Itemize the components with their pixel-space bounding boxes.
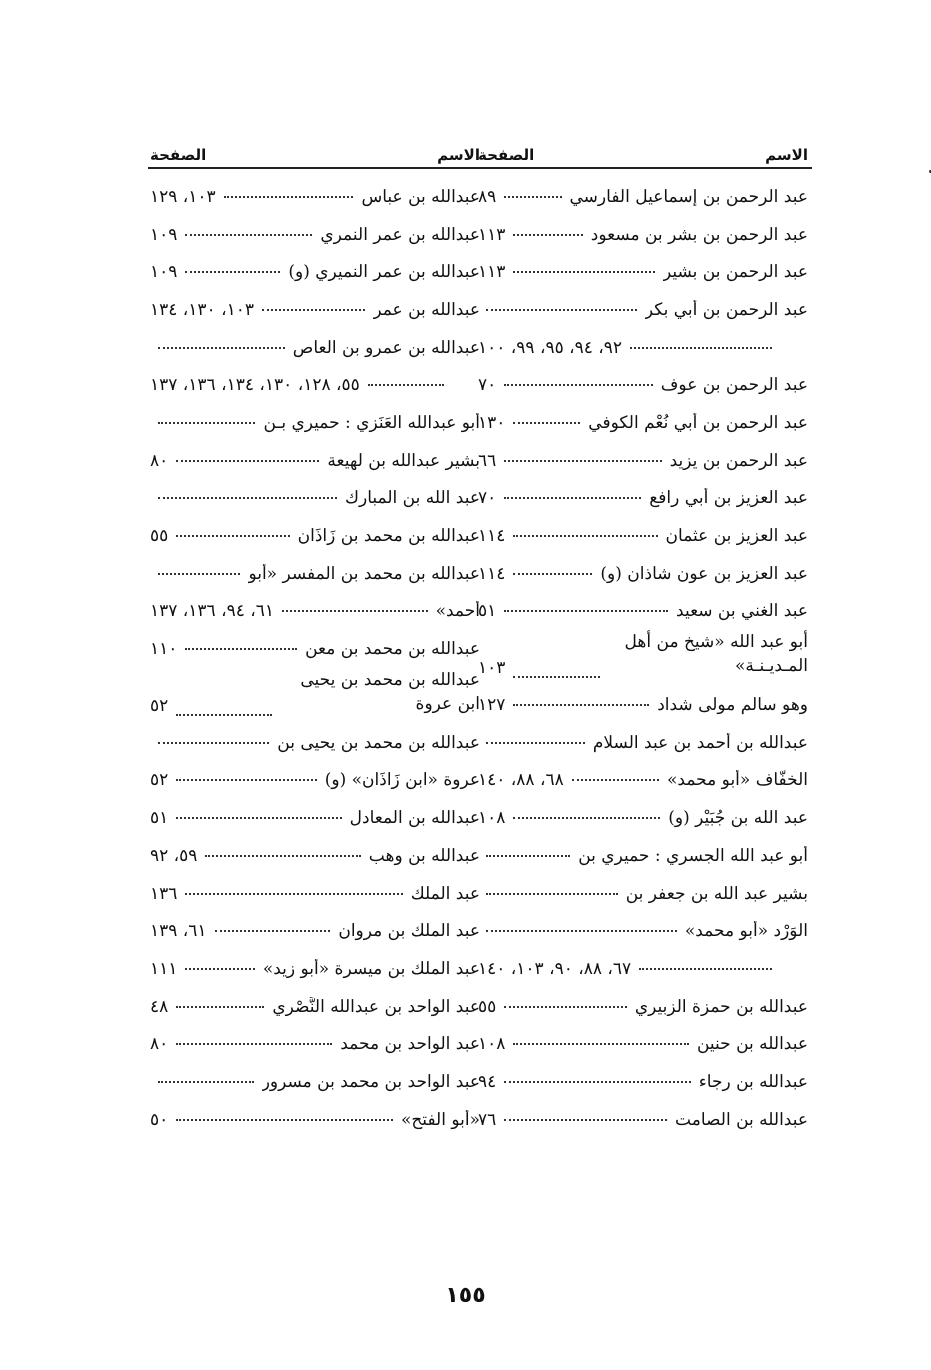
index-entry [150,1101,480,1139]
index-entry [150,875,480,913]
entry-name: عبدالله بن وهب [368,845,480,866]
entry-pages: ٩٤ [478,1071,497,1092]
entry-pages: ١٠٩ [150,224,178,245]
entry-pages: ٥٢ [150,770,169,791]
dot-leader [504,196,561,198]
dot-leader [513,234,582,236]
page-header: الصفحة [150,146,207,164]
index-entry [150,1025,480,1063]
entry-name: عبد الواحد بن محمد بن مسرور [261,1071,480,1092]
entry-pages: ٥٥ [150,526,169,547]
right-index-entries [478,178,808,1139]
index-entry [150,291,480,329]
index-entry [478,404,808,442]
index-entry [150,480,480,518]
entry-pages: ٧٦ [478,1109,497,1130]
entry-pages: ٩٢، ٩٤، ٩٥، ٩٩، ١٠٠ [478,337,623,358]
dot-leader [176,817,341,819]
dot-leader [158,347,285,349]
entry-name: عبد العزيز بن عثمان [665,526,808,547]
dot-leader [176,779,317,781]
entry-name: عبدالله بن الصامت [675,1109,808,1130]
entry-name: عبدالله بن حنين [696,1034,808,1055]
entry-pages: ٥٩، ٩٢ [150,845,198,866]
entry-pages: ٥١ [478,601,497,622]
entry-name: عبدالله بن محمد بن يحيى بن [277,732,480,753]
entry-name: عبدالله بن محمد بن معن [305,639,480,660]
entry-pages: ١١١ [150,958,178,979]
entry-name: بشير عبد الله بن جعفر بن [625,883,808,904]
index-entry [150,724,480,762]
entry-pages: ١٠٨ [478,808,506,829]
entry-name: عبدالله بن المعادل [349,808,480,829]
index-entry [150,762,480,800]
entry-name: عبد الله بن جُبَيْر (و) [668,808,808,829]
index-entry [478,724,808,762]
page-number: ١٥٥ [445,1283,486,1308]
dot-leader [205,855,360,857]
dot-leader [513,573,592,575]
index-entry [150,1063,480,1101]
dot-leader [224,196,354,198]
dot-leader [215,930,331,932]
entry-name: عبدالله بن عمر النمري [320,224,480,245]
index-entry [478,988,808,1026]
entry-pages: ١٢٧ [478,695,506,716]
index-entry [150,837,480,875]
entry-name: عبدالله بن عباس [361,186,480,207]
entry-name: عبد الواحد بن عبدالله النَّصْري [272,996,480,1017]
entry-pages: ١٠٣، ١٢٩ [150,186,216,207]
index-entry [150,366,480,404]
index-entry [478,762,808,800]
index-entry [478,216,808,254]
entry-pages: ٥٥ [478,996,497,1017]
entry-name: عروة «ابن زَاذَان» (و) [324,770,480,791]
index-entry [150,216,480,254]
dot-leader [176,714,272,716]
entry-pages: ٦١، ١٣٩ [150,921,207,942]
index-entry [478,291,808,329]
dot-leader [176,1119,393,1121]
right-column [478,138,808,1139]
dot-leader [486,855,570,857]
entry-pages: ٧٠ [478,488,497,509]
dot-leader [504,610,668,612]
entry-pages: ١١٤ [478,526,506,547]
entry-name: عبد الرحمن بن أبي بكر [644,299,808,320]
entry-pages: ٥٠ [150,1109,169,1130]
index-entry [150,253,480,291]
dot-leader [158,497,337,499]
entry-name: عبدالله بن عمر النميري (و) [288,262,480,283]
index-entry [478,912,808,950]
dot-leader [185,271,280,273]
entry-name: بشير عبدالله بن لهيعة [327,450,480,471]
dot-leader [185,968,254,970]
entry-pages: ١٠٩ [150,262,178,283]
left-column [150,138,480,1139]
entry-name: عبد الرحمن بن أبي نُعْم الكوفي [588,412,808,433]
entry-name: عبدالله بن محمد بن المفسر «أبو [248,563,480,584]
name-header: الاسم [437,146,480,164]
index-entry [150,988,480,1026]
index-entry [478,1063,808,1101]
dot-leader [504,497,641,499]
entry-name: عبدالله بن محمد بن يحيى ابن عروة [300,669,480,714]
entry-pages: ٦٦ [478,450,497,471]
entry-name: عبد العزيز بن عون شاذان (و) [600,563,808,584]
index-entry [478,366,808,404]
index-entry [478,1101,808,1139]
entry-name: عبدالله بن حمزة الزبيري [634,996,808,1017]
dot-leader [185,234,312,236]
dot-leader [572,779,659,781]
index-entry [478,329,808,367]
index-entry [478,442,808,480]
dot-leader [486,742,585,744]
entry-name: عبد الملك [410,883,480,904]
dot-leader [513,1043,689,1045]
header-rule [148,167,812,169]
index-entry [478,686,808,724]
index-entry [478,480,808,518]
dot-leader [504,384,653,386]
entry-pages: ١٣٠ [478,412,506,433]
index-entry [478,555,808,593]
dot-leader [513,817,660,819]
entry-name: عبد الرحمن بن بشير [662,262,808,283]
dot-leader [176,535,289,537]
entry-name: «أبو الفتح» [400,1109,480,1130]
index-entry [150,329,480,367]
page-header: الصفحة [478,146,535,164]
dot-leader [262,309,365,311]
index-entry [478,799,808,837]
name-header: الاسم [765,146,808,164]
index-entry [150,555,480,593]
entry-pages: ٦٧، ٨٨، ٩٠، ١٠٣، ١٤٠ [478,958,632,979]
index-entry [150,178,480,216]
dot-leader [639,968,772,970]
dot-leader [513,704,649,706]
left-column-header [150,138,480,166]
entry-name: وهو سالم مولى شداد [657,695,808,716]
entry-pages: ٦٨، ٨٨، ١٤٠ [478,770,564,791]
entry-pages: ١١٣ [478,262,506,283]
entry-name: عبد الغني بن سعيد [676,601,808,622]
index-entry [478,593,808,631]
entry-pages: ٤٨ [150,996,169,1017]
entry-name: أحمد» [435,601,480,622]
entry-name: عبد الواحد بن محمد [340,1034,480,1055]
index-entry [150,912,480,950]
entry-name: عبد الملك بن ميسرة «أبو زيد» [262,958,480,979]
dot-leader [504,1081,691,1083]
index-entry [150,517,480,555]
entry-name: الوَرْد «أبو محمد» [684,921,808,942]
entry-name: عبدالله بن رجاء [698,1071,808,1092]
dot-leader [513,676,600,678]
entry-name: عبد الله بن المبارك [345,488,480,509]
index-entry [150,630,480,668]
entry-name: عبد الملك بن مروان [338,921,480,942]
entry-name: عبد العزيز بن أبي رافع [649,488,808,509]
dot-leader [486,309,637,311]
entry-pages: ٨٠ [150,1034,169,1055]
entry-name: عبد الرحمن بن عوف [660,375,808,396]
entry-pages: ٨٩ [478,186,497,207]
index-entry [150,404,480,442]
dot-leader [176,1006,264,1008]
entry-name: عبدالله بن عمرو بن العاص [292,337,480,358]
dot-leader [504,1006,627,1008]
entry-pages: ١٠٨ [478,1034,506,1055]
entry-name: أبو عبد الله «شيخ من أهل المـديـنـة» [624,632,808,677]
dot-leader [504,1119,667,1121]
index-entry [478,253,808,291]
index-entry [478,517,808,555]
dot-leader [185,893,402,895]
entry-name: عبد الرحمن بن بشر بن مسعود [590,224,808,245]
dot-leader [176,460,319,462]
entry-pages: ٨٠ [150,450,169,471]
index-entry [478,630,808,686]
dot-leader [486,893,618,895]
entry-pages: ١٠٣ [478,658,506,679]
dot-leader [176,1043,332,1045]
entry-pages: ٥١ [150,808,169,829]
dot-leader [158,573,240,575]
left-index-entries [150,178,480,1139]
entry-pages: ١٣٦ [150,883,178,904]
entry-name: عبد الرحمن بن إسماعيل الفارسي [569,186,808,207]
dot-leader [513,422,580,424]
entry-pages: ١١٤ [478,563,506,584]
dot-leader [513,271,655,273]
index-entry [478,950,808,988]
right-column-header [478,138,808,166]
entry-name: عبدالله بن أحمد بن عبد السلام [592,732,808,753]
entry-name: عبدالله بن عمر [373,299,480,320]
index-entry [150,593,480,631]
entry-pages: ٧٠ [478,375,497,396]
index-entry [478,837,808,875]
dot-leader [158,742,269,744]
entry-pages: ١٠٣، ١٣٠، ١٣٤ [150,299,254,320]
entry-name: أبو عبد الله الجسري : حميري بن [578,845,808,866]
dot-leader [368,384,444,386]
dot-leader [158,422,255,424]
index-entry [150,799,480,837]
entry-pages: ٦١، ٩٤، ١٣٦، ١٣٧ [150,601,275,622]
entry-pages: ٥٥، ١٢٨، ١٣٠، ١٣٤، ١٣٦، ١٣٧ [150,375,360,396]
entry-name: أبو عبدالله العَنَزي : حميري بـن [263,412,480,433]
dot-leader [282,610,428,612]
dot-leader [486,930,677,932]
index-entry [150,950,480,988]
dot-leader [504,460,661,462]
entry-name: الخفّاف «أبو محمد» [667,770,808,791]
entry-name: عبد الرحمن بن يزيد [669,450,808,471]
index-entry [478,178,808,216]
entry-pages: ١١٣ [478,224,506,245]
index-entry [478,875,808,913]
dot-leader [158,1081,254,1083]
entry-pages: ١١٠ [150,639,178,660]
entry-name: عبدالله بن محمد بن زَاذَان [297,526,480,547]
entry-pages: ٥٢ [150,695,169,716]
index-entry [150,668,480,724]
index-entry [150,442,480,480]
dot-leader [185,648,297,650]
dot-leader [513,535,657,537]
index-entry [478,1025,808,1063]
dot-leader [630,347,772,349]
